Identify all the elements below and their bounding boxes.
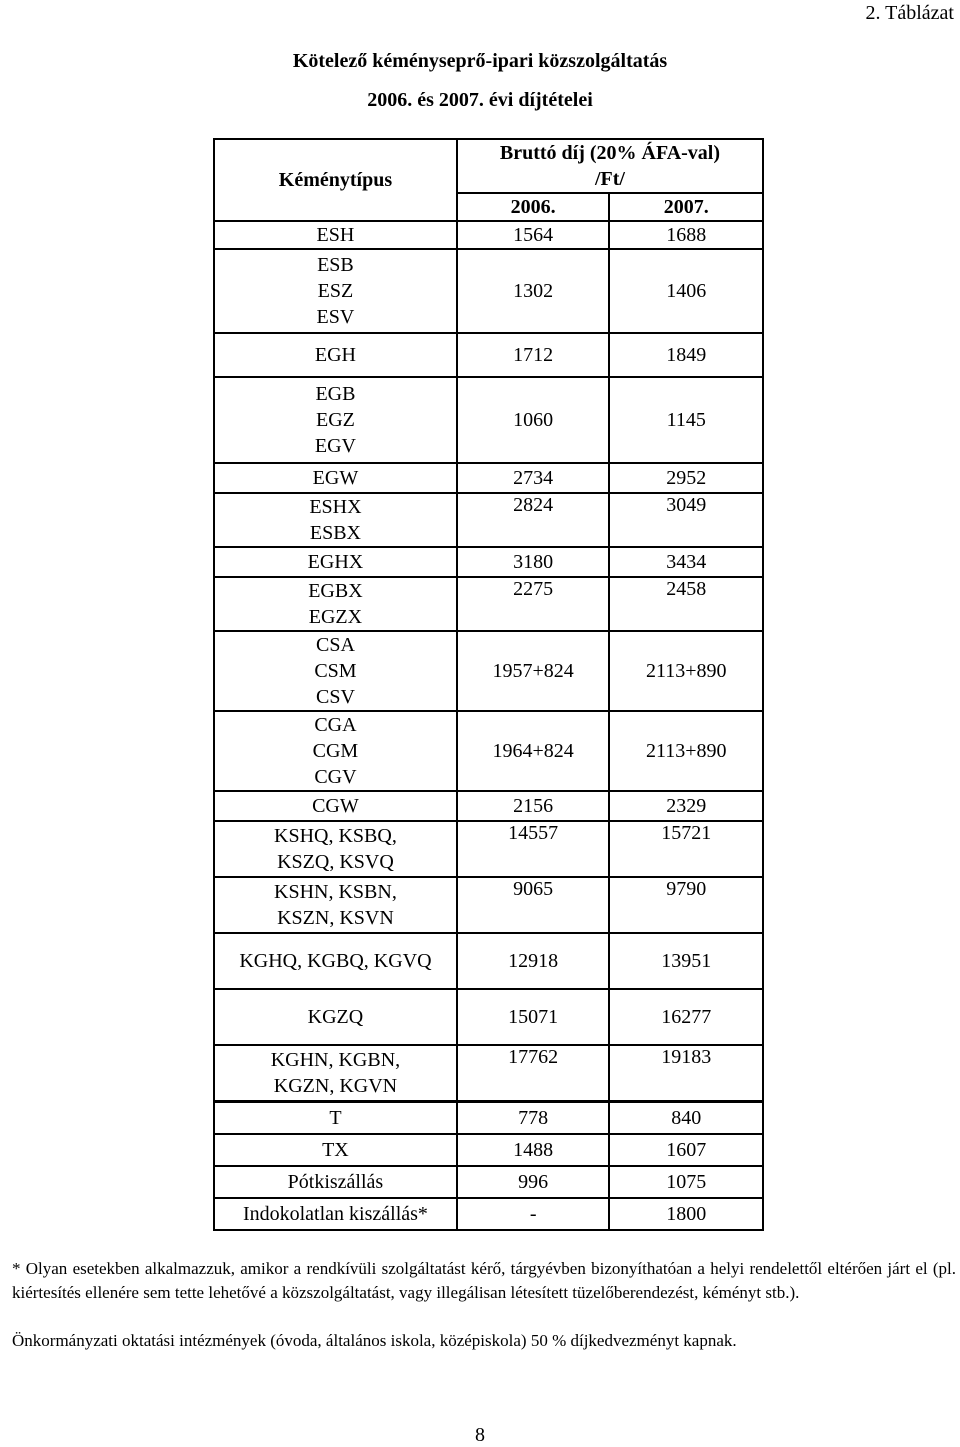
table-row — [214, 1102, 763, 1134]
chimney-type-label: ESZ — [317, 280, 354, 302]
table-row — [214, 821, 763, 877]
table-row — [214, 933, 763, 989]
page-number: 8 — [475, 1424, 485, 1446]
fee-2007-cell: 1145 — [609, 377, 763, 463]
chimney-type-label: CGA — [314, 714, 357, 736]
fee-2007-cell: 1406 — [609, 249, 763, 333]
chimney-type-cell — [214, 333, 457, 377]
fee-2007-cell: 1849 — [609, 333, 763, 377]
chimney-type-label: CSA — [315, 634, 355, 656]
chimney-type-cell — [214, 791, 457, 821]
extra-item-label: TX — [214, 1134, 457, 1166]
fee-2007-cell: 2329 — [609, 791, 763, 821]
extra-fee-2006-cell: 996 — [457, 1166, 610, 1198]
extra-item-label: Indokolatlan kiszállás* — [214, 1198, 457, 1230]
fee-2006-cell: 1060 — [457, 377, 610, 463]
chimney-type-label: CGM — [312, 740, 359, 762]
chimney-type-label: KGZN, KGVN — [273, 1075, 398, 1097]
fee-2006-cell: 2275 — [457, 577, 610, 631]
chimney-type-label: EGW — [312, 467, 359, 489]
chimney-type-label: CGV — [314, 766, 357, 788]
table-row — [214, 249, 763, 333]
chimney-type-label: KGZQ — [307, 1006, 364, 1028]
chimney-type-label: ESHX — [309, 496, 362, 518]
chimney-type-cell — [214, 821, 457, 877]
chimney-type-cell — [214, 577, 457, 631]
chimney-type-cell — [214, 463, 457, 493]
table-row — [214, 1198, 763, 1230]
chimney-type-label: EGB — [315, 383, 356, 405]
fee-2007-cell: 3434 — [609, 547, 763, 577]
fee-2006-cell: 1964+824 — [457, 711, 610, 791]
fee-2007-cell: 2113+890 — [609, 711, 763, 791]
fee-2006-cell: 1957+824 — [457, 631, 610, 711]
document-subtitle: 2006. és 2007. évi díjtételei — [367, 89, 593, 111]
header-year-2007: 2007. — [609, 193, 763, 221]
chimney-type-label: KSZQ, KSVQ — [277, 851, 394, 873]
table-row — [214, 463, 763, 493]
table-row — [214, 493, 763, 547]
chimney-type-label: CSV — [315, 686, 355, 708]
fee-2007-cell: 1688 — [609, 221, 763, 249]
chimney-type-cell — [214, 711, 457, 791]
extra-fee-2007-cell: 840 — [609, 1102, 763, 1134]
chimney-type-label: CSM — [314, 660, 357, 682]
chimney-type-label: EGHX — [307, 551, 364, 573]
table-row — [214, 333, 763, 377]
extra-fee-table-body — [214, 1102, 763, 1230]
document-title: Kötelező kéményseprő-ipari közszolgáltatás — [292, 50, 668, 72]
table-row — [214, 1045, 763, 1101]
extra-fee-2006-cell: - — [457, 1198, 610, 1230]
chimney-type-label: ESV — [316, 306, 355, 328]
fee-2006-cell: 1712 — [457, 333, 610, 377]
header-gross-fee-line2: /Ft/ — [594, 168, 625, 190]
fee-2006-cell: 12918 — [457, 933, 610, 989]
header-year-2006: 2006. — [457, 193, 610, 221]
fee-2006-cell: 1564 — [457, 221, 610, 249]
chimney-type-cell — [214, 631, 457, 711]
table-row — [214, 631, 763, 711]
chimney-type-cell — [214, 1045, 457, 1101]
chimney-type-label: EGZ — [315, 409, 355, 431]
header-gross-fee — [457, 139, 763, 193]
fee-2007-cell: 19183 — [609, 1045, 763, 1101]
extra-fee-table — [213, 1101, 764, 1231]
chimney-type-cell — [214, 933, 457, 989]
header-gross-fee-line1: Bruttó díj (20% ÁFA-val) — [499, 142, 721, 164]
fee-2006-cell: 14557 — [457, 821, 610, 877]
fee-2006-cell: 2734 — [457, 463, 610, 493]
chimney-type-label: KGHN, KGBN, — [270, 1049, 401, 1071]
footnote-discount: Önkormányzati oktatási intézmények (óvoda, általános iskola, középiskola) 50 % díjkedvezményt kapnak. — [12, 1331, 737, 1350]
chimney-type-label: ESB — [317, 254, 354, 276]
table-row — [214, 711, 763, 791]
fee-2006-cell: 9065 — [457, 877, 610, 933]
fee-2006-cell: 17762 — [457, 1045, 610, 1101]
chimney-type-label: KSHN, KSBN, — [274, 881, 397, 903]
chimney-type-cell — [214, 877, 457, 933]
extra-fee-2006-cell: 1488 — [457, 1134, 610, 1166]
chimney-type-cell — [214, 547, 457, 577]
table-row — [214, 547, 763, 577]
fee-2007-cell: 15721 — [609, 821, 763, 877]
fee-2006-cell: 2824 — [457, 493, 610, 547]
fee-2007-cell: 2458 — [609, 577, 763, 631]
chimney-type-label: KGHQ, KGBQ, KGVQ — [239, 950, 432, 972]
extra-fee-2007-cell: 1800 — [609, 1198, 763, 1230]
table-row — [214, 1134, 763, 1166]
header-chimney-type: Kéménytípus — [214, 139, 457, 221]
table-row — [214, 221, 763, 249]
chimney-type-label: ESBX — [309, 522, 361, 544]
footnote-extra-fee: * Olyan esetekben alkalmazzuk, amikor a rendkívüli szolgáltatást kérő, tárgyévben bizonyíthatóan a helyi rendelettől eltérően járt el (pl. kiértesítés ellenére sem tette lehetővé a közszolgáltatást, vagy illegálisan létesített tüzelőberendezést, kéményt stb.). — [12, 1259, 956, 1302]
fee-2007-cell: 9790 — [609, 877, 763, 933]
table-row — [214, 577, 763, 631]
fee-2007-cell: 16277 — [609, 989, 763, 1045]
chimney-type-label: ESH — [316, 224, 355, 246]
chimney-type-label: EGZX — [308, 606, 363, 628]
extra-item-label: T — [214, 1102, 457, 1134]
table-row — [214, 877, 763, 933]
fee-2006-cell: 1302 — [457, 249, 610, 333]
chimney-type-cell — [214, 493, 457, 547]
fee-table — [213, 138, 764, 1102]
chimney-type-cell — [214, 221, 457, 249]
extra-item-label: Pótkiszállás — [214, 1166, 457, 1198]
extra-fee-2006-cell: 778 — [457, 1102, 610, 1134]
extra-fee-2007-cell: 1075 — [609, 1166, 763, 1198]
fee-2007-cell: 2113+890 — [609, 631, 763, 711]
table-row — [214, 989, 763, 1045]
header-row — [214, 139, 763, 193]
fee-2007-cell: 13951 — [609, 933, 763, 989]
table-row — [214, 791, 763, 821]
fee-2007-cell: 2952 — [609, 463, 763, 493]
table-number-label: 2. Táblázat — [865, 2, 954, 24]
table-row — [214, 377, 763, 463]
table-row — [214, 1166, 763, 1198]
fee-table-body — [214, 221, 763, 1101]
chimney-type-label: KSHQ, KSBQ, — [274, 825, 397, 847]
chimney-type-label: CGW — [312, 795, 359, 817]
fee-2006-cell: 15071 — [457, 989, 610, 1045]
chimney-type-label: EGBX — [308, 580, 363, 602]
chimney-type-cell — [214, 249, 457, 333]
fee-2006-cell: 3180 — [457, 547, 610, 577]
fee-2006-cell: 2156 — [457, 791, 610, 821]
chimney-type-cell — [214, 377, 457, 463]
fee-2007-cell: 3049 — [609, 493, 763, 547]
chimney-type-label: KSZN, KSVN — [277, 907, 394, 929]
chimney-type-cell — [214, 989, 457, 1045]
extra-fee-2007-cell: 1607 — [609, 1134, 763, 1166]
chimney-type-label: EGV — [314, 435, 356, 457]
chimney-type-label: EGH — [314, 344, 356, 366]
